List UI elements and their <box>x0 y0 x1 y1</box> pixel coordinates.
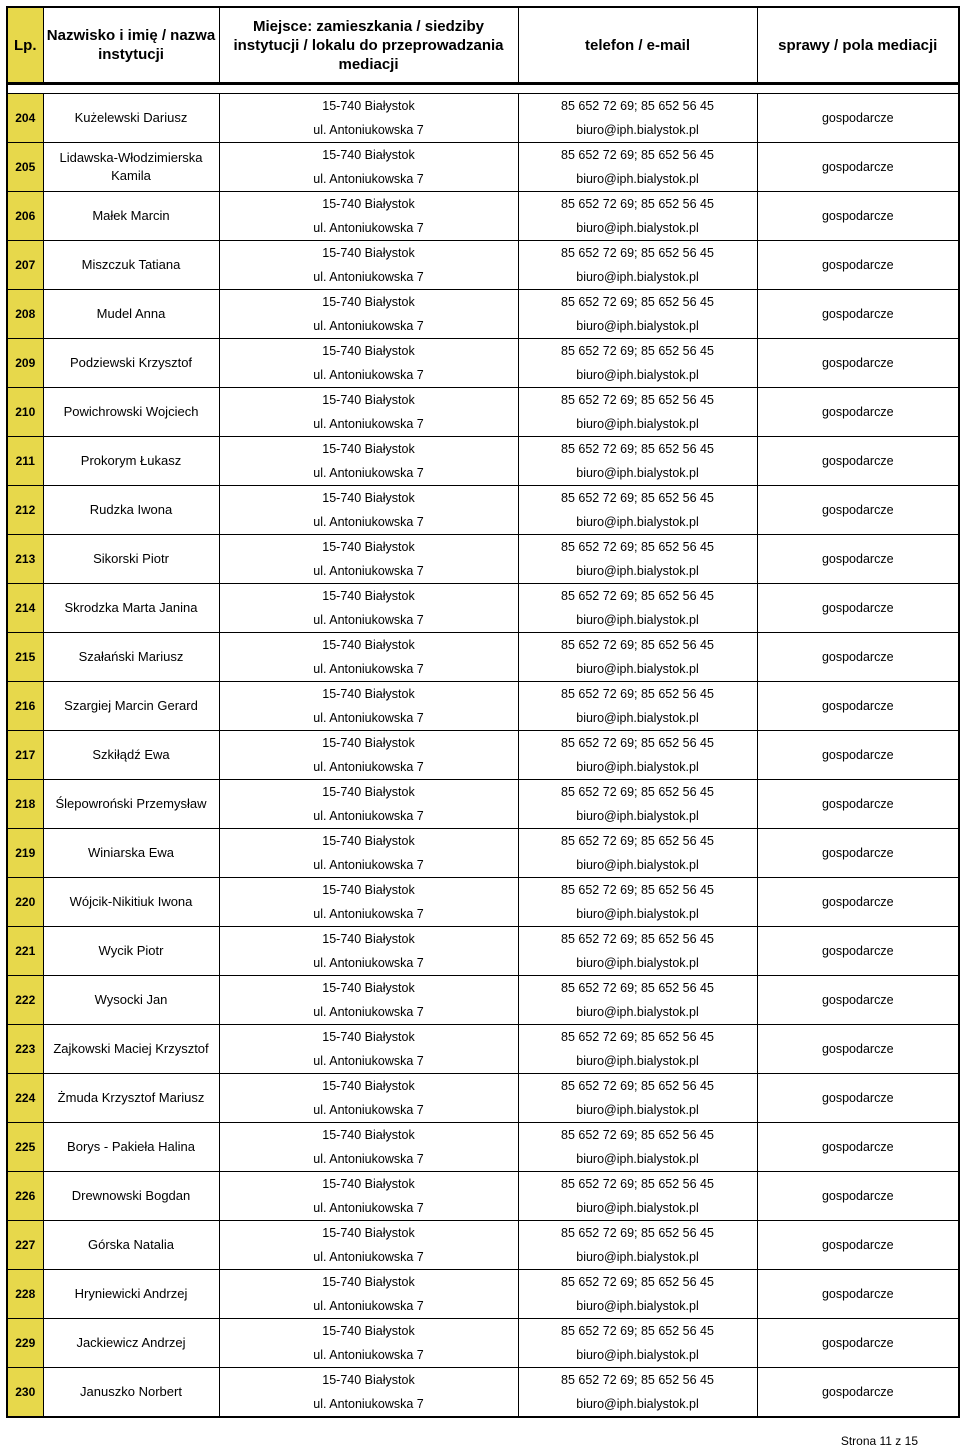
row-lp: 214 <box>7 584 43 633</box>
row-contact <box>518 1074 757 1123</box>
row-email[interactable]: biuro@iph.bialystok.pl <box>576 417 699 431</box>
row-email[interactable]: biuro@iph.bialystok.pl <box>576 907 699 921</box>
row-scope: gospodarcze <box>757 290 959 339</box>
row-scope: gospodarcze <box>757 339 959 388</box>
row-scope: gospodarcze <box>757 829 959 878</box>
row-name: Wójcik-Nikitiuk Iwona <box>43 878 219 927</box>
row-phone: 85 652 72 69; 85 652 56 45 <box>561 393 714 407</box>
row-address-city: 15-740 Białystok <box>322 1373 415 1387</box>
row-email[interactable]: biuro@iph.bialystok.pl <box>576 319 699 333</box>
row-phone: 85 652 72 69; 85 652 56 45 <box>561 1373 714 1387</box>
row-contact <box>518 94 757 143</box>
row-lp: 213 <box>7 535 43 584</box>
row-phone: 85 652 72 69; 85 652 56 45 <box>561 246 714 260</box>
row-phone: 85 652 72 69; 85 652 56 45 <box>561 687 714 701</box>
table-row <box>7 1172 959 1221</box>
row-address-street: ul. Antoniukowska 7 <box>313 319 424 333</box>
row-scope: gospodarcze <box>757 731 959 780</box>
row-email[interactable]: biuro@iph.bialystok.pl <box>576 858 699 872</box>
table-row <box>7 486 959 535</box>
header-place: Miejsce: zamieszkania / siedziby instytucji / lokalu do przeprowadzania mediacji <box>219 7 518 84</box>
row-address-city: 15-740 Białystok <box>322 491 415 505</box>
row-address-street: ul. Antoniukowska 7 <box>313 662 424 676</box>
row-address <box>219 1074 518 1123</box>
table-row <box>7 241 959 290</box>
table-row <box>7 535 959 584</box>
table-body <box>7 84 959 1418</box>
row-email[interactable]: biuro@iph.bialystok.pl <box>576 564 699 578</box>
row-address <box>219 829 518 878</box>
row-scope: gospodarcze <box>757 633 959 682</box>
row-contact <box>518 1123 757 1172</box>
row-address <box>219 388 518 437</box>
row-scope: gospodarcze <box>757 1368 959 1418</box>
row-address <box>219 192 518 241</box>
row-contact <box>518 1172 757 1221</box>
row-phone: 85 652 72 69; 85 652 56 45 <box>561 1177 714 1191</box>
row-phone: 85 652 72 69; 85 652 56 45 <box>561 932 714 946</box>
row-address-street: ul. Antoniukowska 7 <box>313 368 424 382</box>
row-contact <box>518 1221 757 1270</box>
row-contact <box>518 633 757 682</box>
row-address-city: 15-740 Białystok <box>322 246 415 260</box>
row-name: Szkiłądź Ewa <box>43 731 219 780</box>
row-address-city: 15-740 Białystok <box>322 344 415 358</box>
row-address <box>219 1221 518 1270</box>
row-lp: 208 <box>7 290 43 339</box>
header-contact: telefon / e-mail <box>518 7 757 84</box>
row-name: Podziewski Krzysztof <box>43 339 219 388</box>
row-contact <box>518 584 757 633</box>
row-lp: 222 <box>7 976 43 1025</box>
row-phone: 85 652 72 69; 85 652 56 45 <box>561 1275 714 1289</box>
table-row <box>7 682 959 731</box>
row-name: Szałański Mariusz <box>43 633 219 682</box>
row-contact <box>518 1319 757 1368</box>
table-row <box>7 976 959 1025</box>
row-contact <box>518 388 757 437</box>
row-address-street: ul. Antoniukowska 7 <box>313 956 424 970</box>
row-address-city: 15-740 Białystok <box>322 442 415 456</box>
row-email[interactable]: biuro@iph.bialystok.pl <box>576 368 699 382</box>
row-email[interactable]: biuro@iph.bialystok.pl <box>576 1152 699 1166</box>
row-email[interactable]: biuro@iph.bialystok.pl <box>576 1054 699 1068</box>
row-contact <box>518 1270 757 1319</box>
row-email[interactable]: biuro@iph.bialystok.pl <box>576 662 699 676</box>
row-address-street: ul. Antoniukowska 7 <box>313 858 424 872</box>
row-contact <box>518 290 757 339</box>
row-lp: 211 <box>7 437 43 486</box>
row-name: Mudel Anna <box>43 290 219 339</box>
row-address <box>219 437 518 486</box>
row-name: Jackiewicz Andrzej <box>43 1319 219 1368</box>
row-contact <box>518 339 757 388</box>
row-scope: gospodarcze <box>757 94 959 143</box>
row-name: Żmuda Krzysztof Mariusz <box>43 1074 219 1123</box>
row-address-city: 15-740 Białystok <box>322 393 415 407</box>
row-name: Wycik Piotr <box>43 927 219 976</box>
row-address-street: ul. Antoniukowska 7 <box>313 515 424 529</box>
row-name: Wysocki Jan <box>43 976 219 1025</box>
header-scope: sprawy / pola mediacji <box>757 7 959 84</box>
row-name: Januszko Norbert <box>43 1368 219 1418</box>
row-address <box>219 1319 518 1368</box>
row-email[interactable]: biuro@iph.bialystok.pl <box>576 466 699 480</box>
row-address <box>219 290 518 339</box>
row-address-street: ul. Antoniukowska 7 <box>313 466 424 480</box>
row-scope: gospodarcze <box>757 388 959 437</box>
row-address <box>219 339 518 388</box>
row-scope: gospodarcze <box>757 1123 959 1172</box>
row-address <box>219 1270 518 1319</box>
row-address-street: ul. Antoniukowska 7 <box>313 1054 424 1068</box>
row-lp: 226 <box>7 1172 43 1221</box>
row-scope: gospodarcze <box>757 878 959 927</box>
row-address <box>219 927 518 976</box>
row-email[interactable]: biuro@iph.bialystok.pl <box>576 1299 699 1313</box>
row-email[interactable]: biuro@iph.bialystok.pl <box>576 1201 699 1215</box>
mediator-list-sheet <box>6 6 958 1418</box>
row-scope: gospodarcze <box>757 535 959 584</box>
row-lp: 204 <box>7 94 43 143</box>
row-lp: 210 <box>7 388 43 437</box>
row-address-street: ul. Antoniukowska 7 <box>313 907 424 921</box>
row-contact <box>518 780 757 829</box>
row-address <box>219 535 518 584</box>
row-phone: 85 652 72 69; 85 652 56 45 <box>561 1030 714 1044</box>
row-address <box>219 1172 518 1221</box>
row-address-street: ul. Antoniukowska 7 <box>313 564 424 578</box>
row-phone: 85 652 72 69; 85 652 56 45 <box>561 589 714 603</box>
row-address <box>219 976 518 1025</box>
row-email[interactable]: biuro@iph.bialystok.pl <box>576 123 699 137</box>
row-address-street: ul. Antoniukowska 7 <box>313 221 424 235</box>
row-address-street: ul. Antoniukowska 7 <box>313 1103 424 1117</box>
row-address-street: ul. Antoniukowska 7 <box>313 172 424 186</box>
row-name: Szargiej Marcin Gerard <box>43 682 219 731</box>
header-spacer <box>7 84 959 94</box>
row-lp: 215 <box>7 633 43 682</box>
row-address-street: ul. Antoniukowska 7 <box>313 711 424 725</box>
row-address-street: ul. Antoniukowska 7 <box>313 1201 424 1215</box>
row-email[interactable]: biuro@iph.bialystok.pl <box>576 1005 699 1019</box>
row-scope: gospodarcze <box>757 1319 959 1368</box>
row-address <box>219 486 518 535</box>
row-address-city: 15-740 Białystok <box>322 540 415 554</box>
row-address <box>219 584 518 633</box>
row-email[interactable]: biuro@iph.bialystok.pl <box>576 1397 699 1411</box>
row-scope: gospodarcze <box>757 1074 959 1123</box>
row-address <box>219 1368 518 1418</box>
row-address-street: ul. Antoniukowska 7 <box>313 417 424 431</box>
row-email[interactable]: biuro@iph.bialystok.pl <box>576 711 699 725</box>
table-row <box>7 388 959 437</box>
row-phone: 85 652 72 69; 85 652 56 45 <box>561 1324 714 1338</box>
row-name: Borys - Pakieła Halina <box>43 1123 219 1172</box>
row-lp: 207 <box>7 241 43 290</box>
row-address-street: ul. Antoniukowska 7 <box>313 270 424 284</box>
row-email[interactable]: biuro@iph.bialystok.pl <box>576 956 699 970</box>
table-row <box>7 780 959 829</box>
row-contact <box>518 143 757 192</box>
row-address-city: 15-740 Białystok <box>322 197 415 211</box>
row-contact <box>518 682 757 731</box>
row-contact <box>518 1025 757 1074</box>
row-name: Rudzka Iwona <box>43 486 219 535</box>
table-row <box>7 1221 959 1270</box>
row-address-city: 15-740 Białystok <box>322 1275 415 1289</box>
row-scope: gospodarcze <box>757 437 959 486</box>
table-row <box>7 143 959 192</box>
row-lp: 221 <box>7 927 43 976</box>
row-lp: 230 <box>7 1368 43 1418</box>
table-row <box>7 829 959 878</box>
row-scope: gospodarcze <box>757 682 959 731</box>
row-address <box>219 731 518 780</box>
row-address-city: 15-740 Białystok <box>322 736 415 750</box>
row-email[interactable]: biuro@iph.bialystok.pl <box>576 515 699 529</box>
row-email[interactable]: biuro@iph.bialystok.pl <box>576 613 699 627</box>
table-row <box>7 94 959 143</box>
row-address <box>219 241 518 290</box>
row-email[interactable]: biuro@iph.bialystok.pl <box>576 270 699 284</box>
table-header <box>7 7 959 84</box>
row-address-street: ul. Antoniukowska 7 <box>313 760 424 774</box>
row-lp: 219 <box>7 829 43 878</box>
table-row <box>7 1319 959 1368</box>
table-row <box>7 1368 959 1418</box>
row-phone: 85 652 72 69; 85 652 56 45 <box>561 442 714 456</box>
row-address <box>219 143 518 192</box>
row-name: Prokorym Łukasz <box>43 437 219 486</box>
row-scope: gospodarcze <box>757 1172 959 1221</box>
row-lp: 227 <box>7 1221 43 1270</box>
row-scope: gospodarcze <box>757 976 959 1025</box>
row-address-street: ul. Antoniukowska 7 <box>313 1005 424 1019</box>
row-name: Zajkowski Maciej Krzysztof <box>43 1025 219 1074</box>
row-contact <box>518 1368 757 1418</box>
row-name: Lidawska-Włodzimierska Kamila <box>43 143 219 192</box>
row-name: Winiarska Ewa <box>43 829 219 878</box>
row-phone: 85 652 72 69; 85 652 56 45 <box>561 491 714 505</box>
row-contact <box>518 731 757 780</box>
row-address-city: 15-740 Białystok <box>322 1079 415 1093</box>
row-scope: gospodarcze <box>757 1270 959 1319</box>
row-contact <box>518 486 757 535</box>
row-scope: gospodarcze <box>757 241 959 290</box>
row-address-city: 15-740 Białystok <box>322 1030 415 1044</box>
row-address <box>219 94 518 143</box>
row-email[interactable]: biuro@iph.bialystok.pl <box>576 1103 699 1117</box>
row-address-city: 15-740 Białystok <box>322 834 415 848</box>
row-lp: 229 <box>7 1319 43 1368</box>
row-address-city: 15-740 Białystok <box>322 99 415 113</box>
row-address-city: 15-740 Białystok <box>322 932 415 946</box>
row-phone: 85 652 72 69; 85 652 56 45 <box>561 148 714 162</box>
row-name: Kużelewski Dariusz <box>43 94 219 143</box>
table-row <box>7 731 959 780</box>
row-scope: gospodarcze <box>757 584 959 633</box>
row-email[interactable]: biuro@iph.bialystok.pl <box>576 1348 699 1362</box>
row-lp: 209 <box>7 339 43 388</box>
row-name: Skrodzka Marta Janina <box>43 584 219 633</box>
row-lp: 224 <box>7 1074 43 1123</box>
row-lp: 218 <box>7 780 43 829</box>
table-row <box>7 584 959 633</box>
table-row <box>7 290 959 339</box>
header-name: Nazwisko i imię / nazwa instytucji <box>43 7 219 84</box>
row-scope: gospodarcze <box>757 927 959 976</box>
row-phone: 85 652 72 69; 85 652 56 45 <box>561 197 714 211</box>
row-address <box>219 878 518 927</box>
row-contact <box>518 927 757 976</box>
row-address-city: 15-740 Białystok <box>322 1324 415 1338</box>
row-name: Ślepowroński Przemysław <box>43 780 219 829</box>
row-address-city: 15-740 Białystok <box>322 687 415 701</box>
row-address-street: ul. Antoniukowska 7 <box>313 123 424 137</box>
row-name: Hryniewicki Andrzej <box>43 1270 219 1319</box>
row-email[interactable]: biuro@iph.bialystok.pl <box>576 1250 699 1264</box>
row-address-city: 15-740 Białystok <box>322 883 415 897</box>
row-address-street: ul. Antoniukowska 7 <box>313 1250 424 1264</box>
row-scope: gospodarcze <box>757 1025 959 1074</box>
table-row <box>7 878 959 927</box>
row-phone: 85 652 72 69; 85 652 56 45 <box>561 785 714 799</box>
row-address <box>219 1025 518 1074</box>
row-phone: 85 652 72 69; 85 652 56 45 <box>561 1128 714 1142</box>
row-lp: 205 <box>7 143 43 192</box>
row-phone: 85 652 72 69; 85 652 56 45 <box>561 99 714 113</box>
row-phone: 85 652 72 69; 85 652 56 45 <box>561 540 714 554</box>
row-name: Górska Natalia <box>43 1221 219 1270</box>
row-scope: gospodarcze <box>757 192 959 241</box>
row-scope: gospodarcze <box>757 1221 959 1270</box>
row-lp: 223 <box>7 1025 43 1074</box>
row-contact <box>518 437 757 486</box>
row-name: Miszczuk Tatiana <box>43 241 219 290</box>
row-address-street: ul. Antoniukowska 7 <box>313 1397 424 1411</box>
row-email[interactable]: biuro@iph.bialystok.pl <box>576 809 699 823</box>
row-name: Powichrowski Wojciech <box>43 388 219 437</box>
page-number: Strona 11 z 15 <box>840 1434 918 1448</box>
row-lp: 225 <box>7 1123 43 1172</box>
table-row <box>7 339 959 388</box>
row-contact <box>518 976 757 1025</box>
header-lp: Lp. <box>7 7 43 84</box>
row-address-street: ul. Antoniukowska 7 <box>313 1152 424 1166</box>
row-address-city: 15-740 Białystok <box>322 295 415 309</box>
row-address-city: 15-740 Białystok <box>322 638 415 652</box>
row-address-street: ul. Antoniukowska 7 <box>313 1299 424 1313</box>
row-address-city: 15-740 Białystok <box>322 148 415 162</box>
row-lp: 228 <box>7 1270 43 1319</box>
row-contact <box>518 192 757 241</box>
row-contact <box>518 878 757 927</box>
table-row <box>7 1123 959 1172</box>
table-row <box>7 1025 959 1074</box>
row-address-street: ul. Antoniukowska 7 <box>313 613 424 627</box>
row-contact <box>518 241 757 290</box>
row-address-street: ul. Antoniukowska 7 <box>313 809 424 823</box>
row-phone: 85 652 72 69; 85 652 56 45 <box>561 1079 714 1093</box>
row-address-city: 15-740 Białystok <box>322 785 415 799</box>
row-phone: 85 652 72 69; 85 652 56 45 <box>561 1226 714 1240</box>
table-row <box>7 1074 959 1123</box>
row-phone: 85 652 72 69; 85 652 56 45 <box>561 883 714 897</box>
row-contact <box>518 829 757 878</box>
row-contact <box>518 535 757 584</box>
row-lp: 217 <box>7 731 43 780</box>
mediator-table <box>6 6 960 1418</box>
row-phone: 85 652 72 69; 85 652 56 45 <box>561 295 714 309</box>
row-phone: 85 652 72 69; 85 652 56 45 <box>561 736 714 750</box>
row-address-city: 15-740 Białystok <box>322 1128 415 1142</box>
row-phone: 85 652 72 69; 85 652 56 45 <box>561 981 714 995</box>
row-address <box>219 682 518 731</box>
row-lp: 206 <box>7 192 43 241</box>
row-address-city: 15-740 Białystok <box>322 1226 415 1240</box>
row-phone: 85 652 72 69; 85 652 56 45 <box>561 638 714 652</box>
row-lp: 212 <box>7 486 43 535</box>
table-row <box>7 927 959 976</box>
row-lp: 216 <box>7 682 43 731</box>
row-email[interactable]: biuro@iph.bialystok.pl <box>576 172 699 186</box>
table-row <box>7 633 959 682</box>
table-row <box>7 192 959 241</box>
row-scope: gospodarcze <box>757 143 959 192</box>
row-name: Sikorski Piotr <box>43 535 219 584</box>
row-address-city: 15-740 Białystok <box>322 1177 415 1191</box>
table-row <box>7 1270 959 1319</box>
row-lp: 220 <box>7 878 43 927</box>
row-address <box>219 780 518 829</box>
row-phone: 85 652 72 69; 85 652 56 45 <box>561 344 714 358</box>
row-address <box>219 633 518 682</box>
row-email[interactable]: biuro@iph.bialystok.pl <box>576 760 699 774</box>
row-phone: 85 652 72 69; 85 652 56 45 <box>561 834 714 848</box>
row-address-city: 15-740 Białystok <box>322 981 415 995</box>
row-name: Drewnowski Bogdan <box>43 1172 219 1221</box>
row-name: Małek Marcin <box>43 192 219 241</box>
row-scope: gospodarcze <box>757 780 959 829</box>
row-address-city: 15-740 Białystok <box>322 589 415 603</box>
row-email[interactable]: biuro@iph.bialystok.pl <box>576 221 699 235</box>
row-address <box>219 1123 518 1172</box>
row-address-street: ul. Antoniukowska 7 <box>313 1348 424 1362</box>
table-row <box>7 437 959 486</box>
row-scope: gospodarcze <box>757 486 959 535</box>
